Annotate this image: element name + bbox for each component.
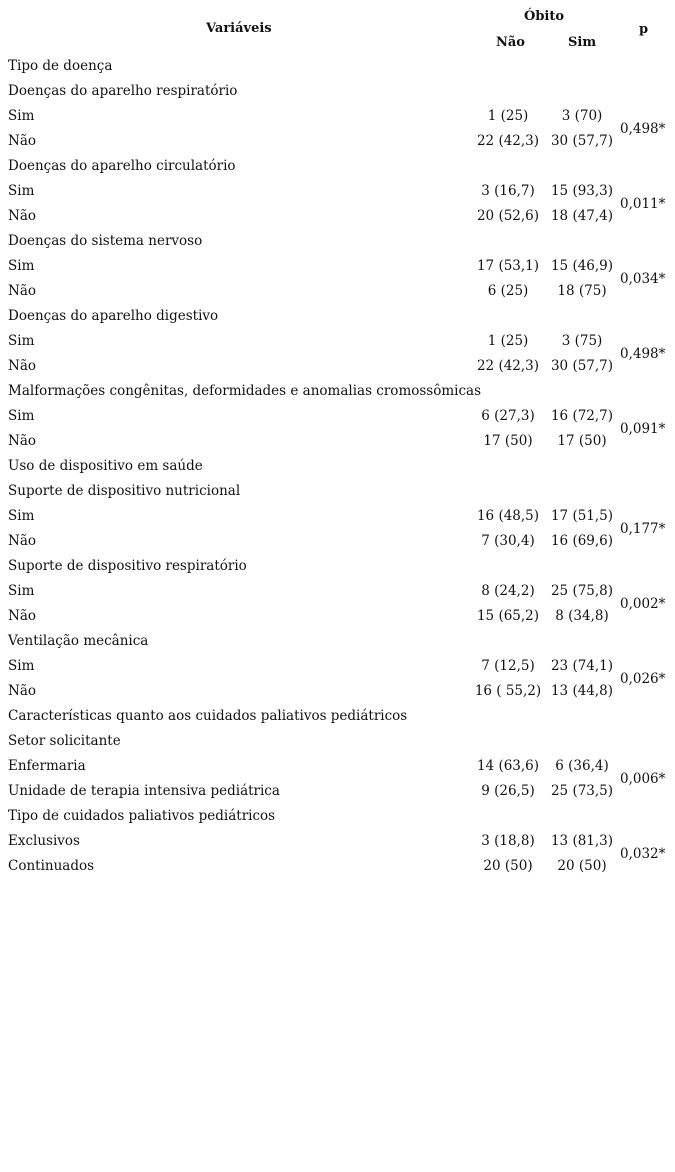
cell-p-value: 0,006* <box>620 770 666 787</box>
header-p: p <box>639 22 649 37</box>
cell-nao: 17 (53,1) <box>476 258 540 274</box>
section-label: Doenças do aparelho circulatório <box>8 158 236 174</box>
row-label: Sim <box>8 108 35 124</box>
table-row <box>0 129 675 154</box>
table-row <box>0 504 675 537</box>
table-row <box>0 579 675 612</box>
header-sim: Sim <box>568 35 597 50</box>
table-body <box>0 54 675 879</box>
section-row <box>0 454 675 479</box>
cell-sim: 17 (50) <box>557 433 607 449</box>
cell-sim: 30 (57,7) <box>550 358 614 374</box>
cell-nao: 14 (63,6) <box>476 758 540 774</box>
table-row <box>0 854 675 879</box>
row-label: Sim <box>8 333 35 349</box>
cell-nao: 20 (50) <box>483 858 533 874</box>
row-label: Não <box>8 533 36 549</box>
header-obito: Óbito <box>524 9 565 24</box>
table-row <box>0 104 675 137</box>
cell-p-value: 0,498* <box>620 345 666 362</box>
cell-nao: 7 (30,4) <box>481 533 535 549</box>
row-label: Não <box>8 208 36 224</box>
cell-nao: 1 (25) <box>487 108 529 124</box>
cell-sim: 16 (72,7) <box>550 408 614 424</box>
section-label: Ventilação mecânica <box>8 633 149 649</box>
table-row <box>0 179 675 212</box>
table-row <box>0 204 675 229</box>
section-label: Malformações congênitas, deformidades e anomalias cromossômicas <box>8 383 482 399</box>
cell-sim: 6 (36,4) <box>555 758 609 774</box>
row-label: Não <box>8 133 36 149</box>
cell-p-value: 0,032* <box>620 845 666 862</box>
cell-nao: 16 ( 55,2) <box>474 683 542 699</box>
cell-p-value: 0,011* <box>620 195 666 212</box>
table-row <box>0 779 675 804</box>
section-row <box>0 304 675 329</box>
cell-p-value: 0,091* <box>620 420 666 437</box>
cell-nao: 6 (27,3) <box>481 408 535 424</box>
row-label: Sim <box>8 508 35 524</box>
cell-sim: 25 (75,8) <box>550 583 614 599</box>
section-label: Tipo de doença <box>8 58 113 74</box>
cell-sim: 18 (75) <box>557 283 607 299</box>
cell-nao: 20 (52,6) <box>476 208 540 224</box>
table-row <box>0 654 675 687</box>
section-row <box>0 479 675 504</box>
cell-nao: 16 (48,5) <box>476 508 540 524</box>
cell-sim: 13 (81,3) <box>550 833 614 849</box>
section-label: Suporte de dispositivo nutricional <box>8 483 241 499</box>
section-row <box>0 79 675 104</box>
section-row <box>0 229 675 254</box>
section-label: Tipo de cuidados paliativos pediátricos <box>8 808 276 824</box>
cell-sim: 15 (46,9) <box>550 258 614 274</box>
section-row <box>0 804 675 829</box>
section-row <box>0 729 675 754</box>
section-row <box>0 704 675 729</box>
cell-p-value: 0,498* <box>620 120 666 137</box>
cell-nao: 8 (24,2) <box>481 583 535 599</box>
cell-nao: 3 (16,7) <box>481 183 535 199</box>
section-row <box>0 154 675 179</box>
cell-sim: 20 (50) <box>557 858 607 874</box>
table-row <box>0 829 675 862</box>
cell-nao: 1 (25) <box>487 333 529 349</box>
cell-nao: 6 (25) <box>487 283 529 299</box>
section-row <box>0 379 675 404</box>
header-nao: Não <box>496 35 525 50</box>
table-row <box>0 279 675 304</box>
table-row <box>0 429 675 454</box>
section-label: Suporte de dispositivo respiratório <box>8 558 247 574</box>
section-label: Características quanto aos cuidados paliativos pediátricos <box>8 708 408 724</box>
cell-p-value: 0,026* <box>620 670 666 687</box>
header-variaveis: Variáveis <box>206 21 272 36</box>
row-label: Não <box>8 358 36 374</box>
cell-sim: 3 (70) <box>561 108 603 124</box>
row-label: Não <box>8 433 36 449</box>
cell-p-value: 0,034* <box>620 270 666 287</box>
section-label: Setor solicitante <box>8 733 121 749</box>
cell-sim: 25 (73,5) <box>550 783 614 799</box>
table-row <box>0 529 675 554</box>
cell-sim: 16 (69,6) <box>550 533 614 549</box>
section-label: Uso de dispositivo em saúde <box>8 458 203 474</box>
cell-sim: 3 (75) <box>561 333 603 349</box>
cell-nao: 7 (12,5) <box>481 658 535 674</box>
table-row <box>0 254 675 287</box>
table-row <box>0 354 675 379</box>
row-label: Não <box>8 608 36 624</box>
row-label: Sim <box>8 408 35 424</box>
cell-nao: 22 (42,3) <box>476 358 540 374</box>
cell-nao: 3 (18,8) <box>481 833 535 849</box>
cell-p-value: 0,002* <box>620 595 666 612</box>
section-row <box>0 54 675 79</box>
section-row <box>0 629 675 654</box>
section-label: Doenças do sistema nervoso <box>8 233 203 249</box>
row-label: Enfermaria <box>8 758 86 774</box>
row-label: Unidade de terapia intensiva pediátrica <box>8 783 280 799</box>
table-row <box>0 679 675 704</box>
cell-sim: 15 (93,3) <box>550 183 614 199</box>
row-label: Continuados <box>8 858 95 874</box>
cell-p-value: 0,177* <box>620 520 666 537</box>
cell-sim: 13 (44,8) <box>550 683 614 699</box>
row-label: Não <box>8 283 36 299</box>
row-label: Não <box>8 683 36 699</box>
cell-nao: 22 (42,3) <box>476 133 540 149</box>
table-row <box>0 404 675 437</box>
section-label: Doenças do aparelho digestivo <box>8 308 219 324</box>
cell-sim: 17 (51,5) <box>550 508 614 524</box>
cell-nao: 9 (26,5) <box>481 783 535 799</box>
row-label: Sim <box>8 258 35 274</box>
cell-nao: 15 (65,2) <box>476 608 540 624</box>
cell-nao: 17 (50) <box>483 433 533 449</box>
cell-sim: 23 (74,1) <box>550 658 614 674</box>
table-row <box>0 329 675 362</box>
row-label: Exclusivos <box>8 833 80 849</box>
section-label: Doenças do aparelho respiratório <box>8 83 238 99</box>
row-label: Sim <box>8 583 35 599</box>
row-label: Sim <box>8 658 35 674</box>
row-label: Sim <box>8 183 35 199</box>
cell-sim: 18 (47,4) <box>550 208 614 224</box>
cell-sim: 30 (57,7) <box>550 133 614 149</box>
cell-sim: 8 (34,8) <box>555 608 609 624</box>
section-row <box>0 554 675 579</box>
table-row <box>0 754 675 787</box>
table-row <box>0 604 675 629</box>
